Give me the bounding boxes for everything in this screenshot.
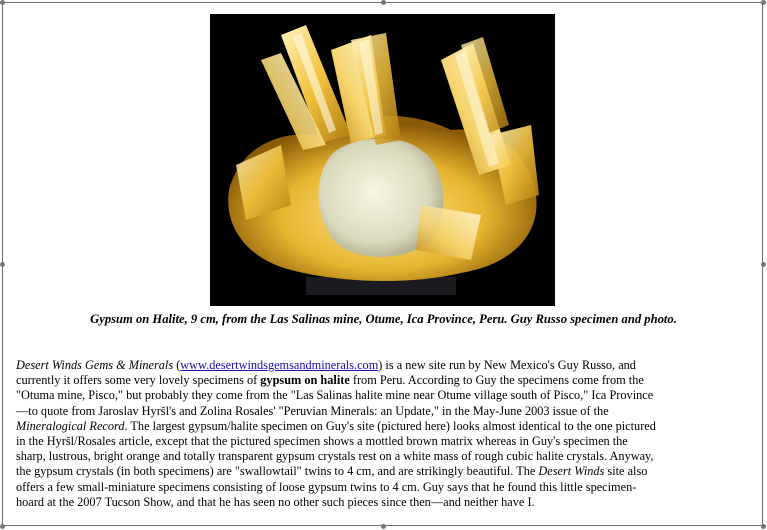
text-line-9: offers a few small-miniature specimens consisting of loose gypsum twins to 4 cm. Guy says that he found this little specimen- bbox=[16, 479, 637, 494]
resize-handle-bottom-left[interactable] bbox=[0, 524, 5, 529]
text-segment: . The largest gypsum/halite specimen on Guy's site (pictured here) looks almost identical to the one pictured bbox=[124, 418, 656, 433]
text-line-5 bbox=[16, 419, 744, 434]
shop-website-link[interactable]: www.desertwindsgemsandminerals.com bbox=[180, 358, 379, 372]
text-line-4: —to quote from Jaroslav Hyršl's and Zolina Rosales' "Peruvian Minerals: an Update," in the May-June 2003 issue of the bbox=[16, 403, 609, 418]
resize-handle-top-right[interactable] bbox=[761, 0, 766, 5]
text-line-3: "Otuma mine, Pisco," but probably they come from the "Las Salinas halite mine near Otume village south of Pisco," Ica Province bbox=[16, 388, 654, 403]
resize-handle-middle-right[interactable] bbox=[761, 262, 766, 267]
resize-handle-bottom-right[interactable] bbox=[761, 524, 766, 529]
resize-handle-middle-left[interactable] bbox=[0, 262, 5, 267]
text-segment: currently it offers some very lovely specimens of bbox=[16, 373, 261, 388]
specimen-photo bbox=[210, 14, 555, 306]
resize-handle-bottom-center[interactable] bbox=[381, 524, 386, 529]
text-line-7: sharp, lustrous, bright orange and totally transparent gypsum crystals rest on a white mass of rough cubic halite crystals. Anyway, bbox=[16, 449, 654, 464]
paren-open: ( bbox=[173, 358, 181, 372]
text-line-8 bbox=[16, 464, 744, 479]
resize-handle-top-center[interactable] bbox=[381, 0, 386, 5]
text-segment: site also bbox=[604, 464, 648, 479]
text-line-6: in the Hyršl/Rosales article, except that the pictured specimen shows a mottled brown matrix whereas in Guy's specimen the bbox=[16, 434, 628, 449]
text-line-2 bbox=[16, 373, 744, 388]
text-segment: the gypsum crystals (in both specimens) are "swallowtail" twins to 4 cm, and are strikingly beautiful. The bbox=[16, 464, 539, 479]
text-line-1 bbox=[16, 358, 744, 373]
resize-handle-top-left[interactable] bbox=[0, 0, 5, 5]
text-segment: ) is a new site run by New Mexico's Guy Russo, and bbox=[378, 358, 636, 372]
figure-caption: Gypsum on Halite, 9 cm, from the Las Salinas mine, Otume, Ica Province, Peru. Guy Russo specimen and photo. bbox=[90, 312, 677, 326]
site-name: Desert Winds bbox=[538, 464, 605, 479]
article-body bbox=[16, 358, 744, 510]
mineral-name: gypsum on halite bbox=[260, 373, 350, 388]
text-line-10: hoard at the 2007 Tucson Show, and that he has seen no other such pieces since then—and neither have I. bbox=[16, 494, 535, 509]
specimen-illustration bbox=[211, 15, 554, 305]
shop-name: Desert Winds Gems & Minerals bbox=[16, 358, 174, 372]
text-segment: from Peru. According to Guy the specimens come from the bbox=[349, 373, 644, 388]
article-paragraph bbox=[16, 358, 744, 510]
journal-name: Mineralogical Record bbox=[16, 418, 125, 433]
